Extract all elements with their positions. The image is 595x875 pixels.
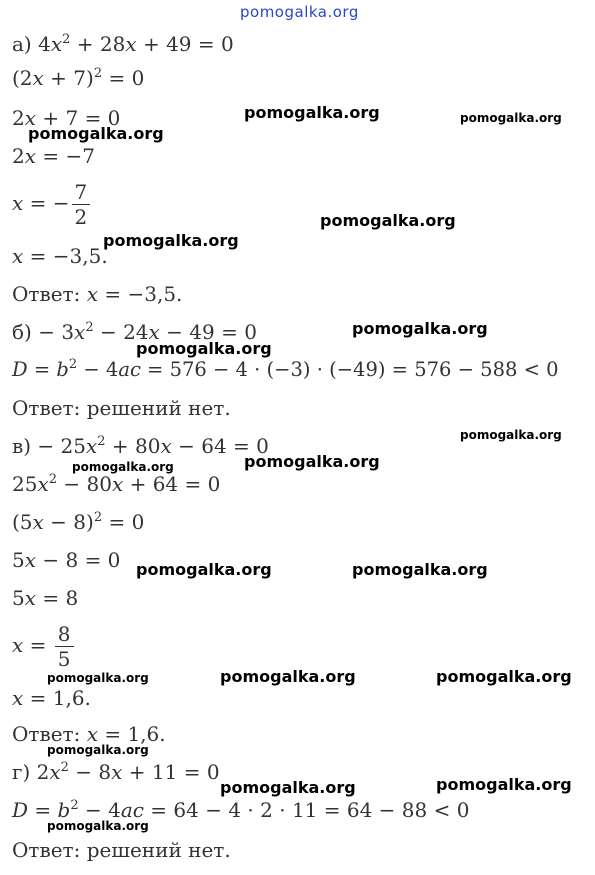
fraction-7-2: $\frac{7}{2}$ [72,180,91,229]
solution-line-1: а) $4x^2 + 28x + 49 = 0$ [12,32,234,56]
watermark: pomogalka.org [436,667,572,686]
watermark: pomogalka.org [136,339,272,358]
solution-line-11: $в) - 25x^2 + 80x - 64 = 0$ [12,434,269,458]
watermark: pomogalka.org [220,778,356,797]
solution-line-6: x = −3,5. [12,244,108,268]
solution-line-16: x = $\frac{8}{5}$ [12,622,74,671]
answer-line-b: Ответ: решений нет. [12,396,231,420]
watermark: pomogalka.org [28,124,164,143]
solution-line-4: 2x = −7 [12,144,95,168]
solution-line-3: 2x + 7 = 0 [12,106,121,130]
watermark: pomogalka.org [460,428,562,442]
watermark: pomogalka.org [320,211,456,230]
site-header-watermark: pomogalka.org [240,3,359,21]
watermark: pomogalka.org [136,560,272,579]
watermark: pomogalka.org [436,775,572,794]
solution-line-15: 5x = 8 [12,586,79,610]
solution-line-14: 5x − 8 = 0 [12,548,121,572]
fraction-8-5: $\frac{8}{5}$ [55,622,74,671]
watermark: pomogalka.org [352,560,488,579]
solution-line-13: $(5x - 8)^2 = 0$ [12,510,145,534]
solution-line-19: г) $2x^2 - 8x + 11 = 0$ [12,760,220,784]
solution-line-12: $25x^2 - 80x + 64 = 0$ [12,472,221,496]
answer-line-a: Ответ: x = −3,5. [12,282,183,306]
watermark: pomogalka.org [47,819,149,833]
watermark: pomogalka.org [352,319,488,338]
watermark: pomogalka.org [220,667,356,686]
solution-line-9: $D = b^2 - 4ac = 576 - 4 \cdot (-3) \cdot (-49) = 576 - 588 < 0$ [12,357,559,381]
solution-line-2: $(2x + 7)^2 = 0$ [12,66,145,90]
answer-line-g: Ответ: решений нет. [12,838,231,862]
watermark: pomogalka.org [103,231,239,250]
watermark: pomogalka.org [72,460,174,474]
answer-line-v: Ответ: x = 1,6. [12,722,166,746]
watermark: pomogalka.org [47,671,149,685]
watermark: pomogalka.org [244,103,380,122]
watermark: pomogalka.org [47,743,149,757]
watermark: pomogalka.org [244,452,380,471]
solution-line-5: x = − $\frac{7}{2}$ [12,180,90,229]
solution-line-8: $б) - 3x^2 - 24x - 49 = 0$ [12,320,257,344]
watermark: pomogalka.org [460,111,562,125]
solution-line-17: x = 1,6. [12,686,91,710]
solution-line-20: $D = b^2 - 4ac = 64 - 4 \cdot 2 \cdot 11 = 64 - 88 < 0$ [12,798,470,822]
